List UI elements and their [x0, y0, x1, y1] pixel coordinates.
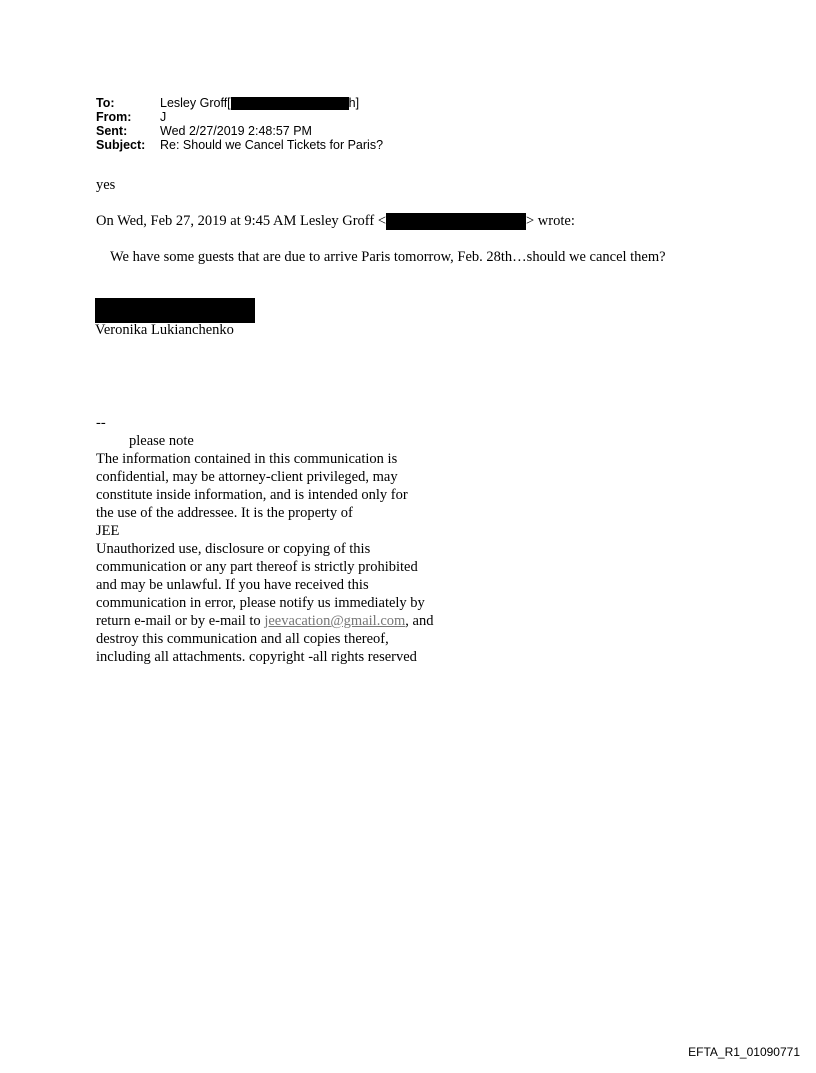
disclaimer — [96, 414, 516, 666]
disclaimer-line: and may be unlawful. If you have received this — [96, 577, 369, 593]
disclaimer-dashes: -- — [96, 415, 106, 431]
disclaimer-line: communication in error, please notify us immediately by — [96, 595, 425, 611]
subject-label: Subject: — [96, 138, 146, 153]
from-row — [96, 110, 383, 124]
email-link[interactable]: jeevacation@gmail.com — [264, 613, 406, 629]
disclaimer-line: JEE — [96, 523, 120, 539]
subject-value: Re: Should we Cancel Tickets for Paris? — [160, 138, 384, 153]
disclaimer-line: The information contained in this communication is — [96, 451, 398, 467]
to-row — [96, 96, 383, 110]
to-name: Lesley Groff[ — [160, 96, 231, 110]
quote-intro-before: On Wed, Feb 27, 2019 at 9:45 AM Lesley Groff < — [96, 213, 386, 229]
disclaimer-line: communication or any part thereof is strictly prohibited — [96, 559, 418, 575]
disclaimer-line: confidential, may be attorney-client privileged, may — [96, 469, 398, 485]
disclaimer-line: Unauthorized use, disclosure or copying of this — [96, 541, 371, 557]
document-id: EFTA_R1_01090771 — [688, 1045, 800, 1059]
email-line-prefix: return e-mail or by e-mail to — [96, 613, 265, 629]
from-value: J — [160, 110, 167, 125]
subject-row — [96, 138, 383, 152]
sent-label: Sent: — [96, 124, 128, 139]
quoted-message: We have some guests that are due to arrive Paris tomorrow, Feb. 28th…should we cancel them? — [110, 249, 666, 265]
sent-row — [96, 124, 383, 138]
signature-name: Veronika Lukianchenko — [95, 322, 234, 338]
redaction-bar — [231, 97, 349, 110]
disclaimer-line: destroy this communication and all copies thereof, — [96, 631, 389, 647]
to-value — [160, 96, 359, 110]
disclaimer-note: please note — [129, 433, 194, 449]
quote-intro — [96, 212, 575, 230]
email-line-suffix: , and — [405, 613, 434, 629]
email-header — [96, 96, 383, 152]
disclaimer-line: including all attachments. copyright -all rights reserved — [96, 649, 417, 665]
disclaimer-line: constitute inside information, and is intended only for — [96, 487, 408, 503]
disclaimer-line: the use of the addressee. It is the property of — [96, 505, 353, 521]
redaction-bar — [386, 213, 526, 230]
to-label: To: — [96, 96, 115, 110]
signature-redaction — [95, 298, 255, 323]
sent-value: Wed 2/27/2019 2:48:57 PM — [160, 124, 312, 139]
reply-text: yes — [96, 177, 116, 193]
to-suffix: h] — [348, 96, 360, 110]
quote-intro-after: > wrote: — [526, 213, 575, 229]
disclaimer-email-line — [96, 612, 516, 630]
from-label: From: — [96, 110, 132, 125]
